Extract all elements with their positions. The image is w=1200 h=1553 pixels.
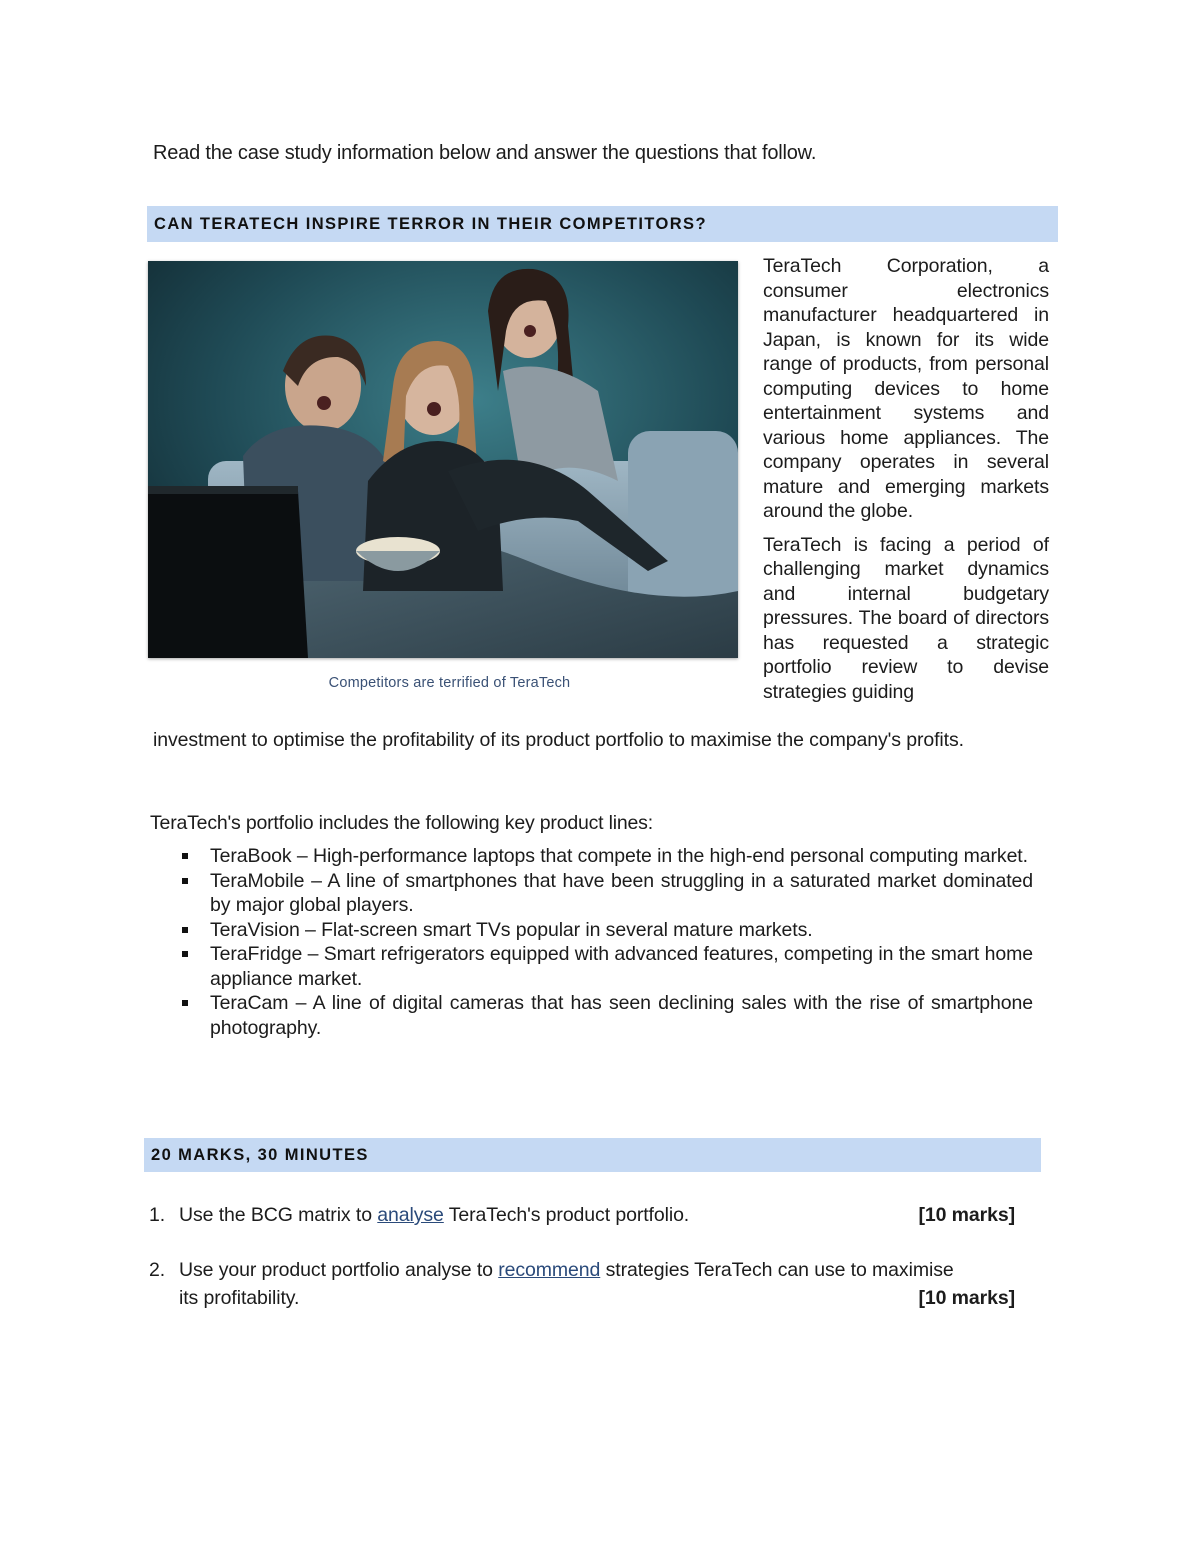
case-study-side-text	[763, 254, 1049, 713]
photo-caption: Competitors are terrified of TeraTech	[328, 675, 571, 691]
intro-instruction: Read the case study information below and answer the questions that follow.	[153, 142, 817, 164]
list-item: TeraCam – A line of digital cameras that has seen declining sales with the rise of smartphone photography.	[180, 991, 1033, 1040]
list-item: TeraMobile – A line of smartphones that have been struggling in a saturated market dominated by major global players.	[180, 869, 1033, 918]
keyword-link[interactable]: analyse	[377, 1204, 444, 1226]
list-item: TeraFridge – Smart refrigerators equipped with advanced features, competing in the smart home appliance market.	[180, 942, 1033, 991]
bullet-icon	[182, 878, 188, 884]
bullet-icon	[182, 1000, 188, 1006]
question-marks: [10 marks]	[918, 1287, 1015, 1309]
portfolio-intro: TeraTech's portfolio includes the following key product lines:	[150, 812, 653, 834]
bullet-icon	[182, 853, 188, 859]
question-1	[149, 1201, 1015, 1229]
marks-heading-text: 20 MARKS, 30 MINUTES	[151, 1145, 369, 1164]
question-2	[149, 1256, 1034, 1312]
question-text: [10 marks] Use the BCG matrix to analyse TeraTech's product portfolio.	[179, 1201, 1015, 1229]
keyword-link[interactable]: recommend	[498, 1259, 601, 1281]
question-text: Use your product portfolio analyse to recommend strategies TeraTech can use to maximise its profitability. [10 marks]	[179, 1256, 1034, 1312]
question-marks: [10 marks]	[918, 1204, 1015, 1226]
question-number: 2.	[149, 1259, 166, 1281]
case-paragraph-1: TeraTech Corporation, a consumer electronics manufacturer headquartered in Japan, is known for its wide range of products, from personal computing devices to home entertainment systems and various home appliances. The company operates in several mature and emerging markets around the globe.	[763, 255, 1049, 522]
bullet-icon	[182, 927, 188, 933]
question-number: 1.	[149, 1204, 166, 1226]
bullet-icon	[182, 951, 188, 957]
product-list	[180, 844, 1033, 1040]
case-study-heading-text: CAN TERATECH INSPIRE TERROR IN THEIR COMPETITORS?	[154, 214, 707, 233]
list-item: TeraVision – Flat-screen smart TVs popular in several mature markets.	[180, 918, 1033, 943]
case-study-photo	[148, 261, 738, 658]
case-paragraph-2-continued: investment to optimise the profitability of its product portfolio to maximise the company's profits.	[153, 729, 964, 751]
list-item: TeraBook – High-performance laptops that compete in the high-end personal computing market.	[180, 844, 1033, 869]
marks-heading	[144, 1138, 1041, 1172]
case-paragraph-2: TeraTech is facing a period of challenging market dynamics and internal budgetary pressures. The board of directors has requested a strategic portfolio review to devise strategies guiding	[763, 533, 1049, 703]
case-study-heading	[147, 206, 1058, 242]
